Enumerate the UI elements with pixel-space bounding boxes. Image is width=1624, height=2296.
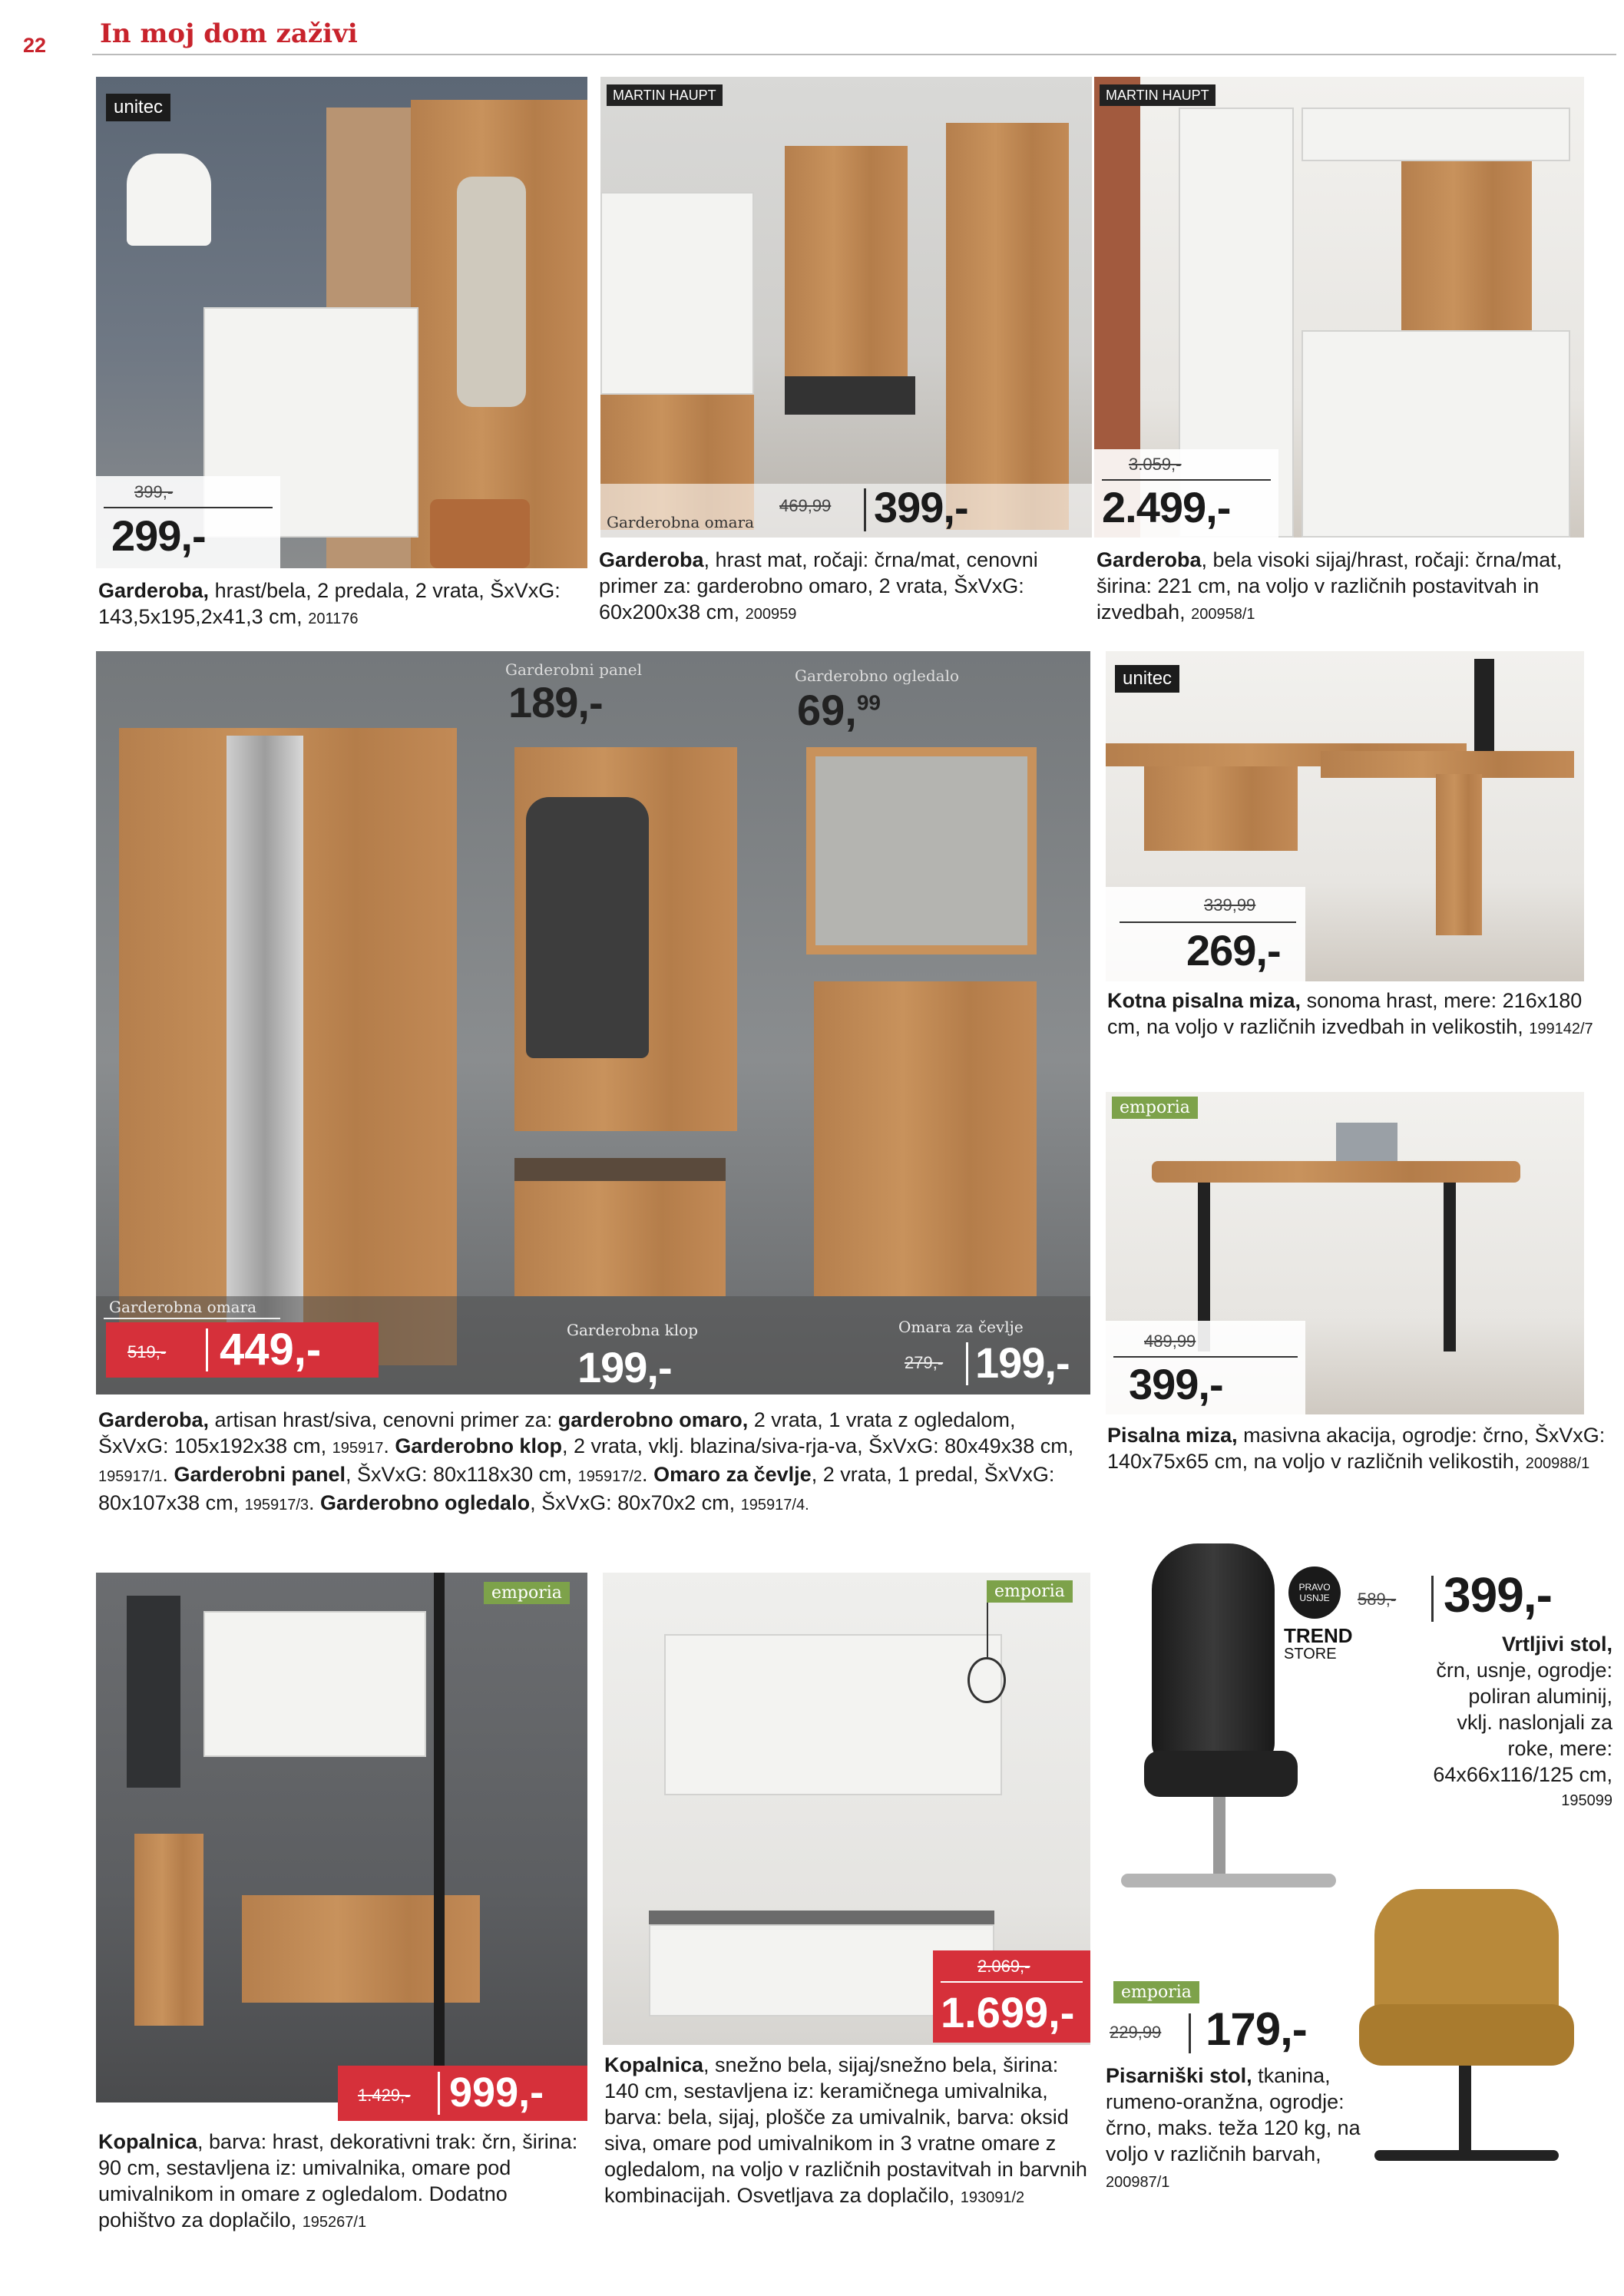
product-description: Pisarniški stol, tkanina, rumeno-oranžna, ogrodje: črno, maks. teža 120 kg, na voljo v različnih barvah, 200987/1: [1106, 2064, 1361, 2191]
brand-logo-emporia: emporia: [1112, 1097, 1198, 1119]
section-title: In moj dom zaživi: [100, 18, 358, 49]
chair-base: [1374, 2150, 1559, 2161]
product-description: Kotna pisalna miza, sonoma hrast, mere: 216x180 cm, na voljo v različnih izvedbah in velikostih, 199142/7: [1107, 989, 1593, 1038]
price: 2.499,-: [1102, 483, 1231, 531]
brand-logo-emporia: emporia: [1113, 1981, 1199, 2003]
price-divider: [966, 1342, 968, 1385]
coat-panel: [785, 146, 908, 392]
old-price: 469,99: [779, 496, 832, 515]
mirror-cabinets: [664, 1634, 1002, 1795]
old-price: 229,99: [1110, 2023, 1162, 2042]
mirror: [806, 747, 1037, 954]
omara-caption: Garderobna omara: [109, 1298, 257, 1316]
brand-logo-emporia: emporia: [484, 1582, 570, 1604]
price-divider: [1431, 1576, 1434, 1622]
cevlji-caption: Omara za čevlje: [898, 1318, 1024, 1336]
pendant-cord: [987, 1596, 988, 1657]
price: 269,-: [1186, 926, 1281, 974]
coat: [526, 797, 649, 1058]
chair-base: [1121, 1874, 1336, 1887]
price-divider: [1120, 921, 1296, 923]
desk-leg: [1444, 1183, 1456, 1351]
price-divider: [1189, 2013, 1191, 2053]
product-photo-hallway-set: [96, 651, 1090, 1394]
product-photo-wardrobe-oak: [600, 77, 1092, 538]
product-description: Kopalnica, barva: hrast, dekorativni trak: črn, širina: 90 cm, sestavljena iz: umivalnika, omare pod umivalnikom in omare z ogledalom. Dodatno pohištvo za doplačilo, 195267/1: [98, 2130, 578, 2231]
product-description: Garderoba, hrast/bela, 2 predala, 2 vrata, ŠxVxG: 143,5x195,2x41,3 cm, 201176: [98, 579, 561, 628]
caption: Garderobna omara: [607, 513, 755, 531]
caption-rule: [104, 1318, 280, 1319]
brand-logo-martin-haupt: MARTIN HAUPT: [1100, 84, 1216, 106]
old-price: 3.059,-: [1129, 455, 1182, 474]
cevlji-price: 199,-: [975, 1338, 1070, 1387]
oak-niche: [1401, 161, 1532, 346]
price-divider: [104, 507, 273, 508]
price-tag: 2.069,- 1.699,-: [933, 1950, 1090, 2043]
mirror-cabinet: [203, 1611, 426, 1757]
brand-logo-emporia: emporia: [987, 1580, 1073, 1603]
product-description: Garderoba, hrast mat, ročaji: črna/mat, cenovni primer za: garderobno omaro, 2 vrata, ŠxVxG: 60x200x38 cm, 200959: [599, 548, 1038, 624]
bag: [430, 499, 530, 568]
side-cabinet: [134, 1834, 203, 2026]
monitor: [1474, 659, 1494, 751]
price-divider: [1113, 1356, 1298, 1358]
chair-back: [1152, 1543, 1275, 1766]
header-rule: [92, 54, 1616, 55]
glass-partition: [434, 1573, 587, 2102]
product-photo-bathroom-oak: [96, 1573, 587, 2102]
mirror-caption: Garderobno ogledalo: [795, 667, 960, 685]
chair-seat: [1359, 2004, 1574, 2066]
mirror-price: 69,99: [797, 686, 881, 734]
drawers: [1302, 330, 1570, 538]
shoe-cabinet: [814, 981, 1037, 1296]
product-photo-office-chair: [1106, 1536, 1382, 1943]
bench: [514, 1173, 726, 1296]
old-price: 399,-: [134, 482, 174, 501]
vanity-top: [649, 1911, 994, 1924]
mirror-door: [227, 736, 303, 1358]
cevlji-old-price: 279,-: [905, 1353, 944, 1372]
product-description: Garderoba, bela visoki sijaj/hrast, ročaji: črna/mat, širina: 221 cm, na voljo v različnih postavitvah in izvedbah, 200958/1: [1096, 548, 1563, 624]
lamp-shade: [127, 154, 211, 246]
price: 399,-: [1129, 1360, 1223, 1408]
tall-wardrobe: [946, 123, 1069, 530]
price-divider: [1102, 479, 1271, 481]
price-tag: 1.429,- 999,-: [338, 2066, 587, 2121]
product-description: Vrtljivi stol, črn, usnje, ogrodje: poliran aluminij, vklj. naslonjali za roke, mere: 64x66x116/125 cm, 195099: [1433, 1633, 1612, 1809]
product-description: Kopalnica, snežno bela, sijaj/snežno bela, širina: 140 cm, sestavljena iz: keramičnega umivalnika, barva: bela, sijaj, plošče za umivalnik, barva: oksid siva, omare pod umivalnikom in 3 vratne omare z ogledalom, na voljo v različnih postavitvah in barvnih kombinacijah. Osvetljava za doplačilo, 193091/2: [604, 2053, 1087, 2207]
laptop: [1336, 1123, 1397, 1161]
hallway-description: Garderoba, artisan hrast/siva, cenovni primer za: garderobno omaro, 2 vrata, 1 vrata z ogledalom, ŠxVxG: 105x192x38 cm, 195917. Garderobno klop, 2 vrata, vklj. blazina/siva-rja-va, ŠxVxG: 80x49x38 cm, 195917/1. Garderobni panel, ŠxVxG: 80x118x30 cm, 195917/2. Omaro za čevlje, 2 vrata, 1 predal, ŠxVxG: 80x107x38 cm, 195917/3. Garderobno ogledalo, ŠxVxG: 80x70x2 cm, 195917/4.: [98, 1408, 1074, 1514]
klop-caption: Garderobna klop: [567, 1321, 699, 1339]
old-price: 489,99: [1144, 1332, 1196, 1351]
brand-logo-martin-haupt: MARTIN HAUPT: [607, 84, 723, 106]
price: 399,-: [1444, 1567, 1552, 1623]
brand-logo-unitec: unitec: [1115, 665, 1179, 693]
desk-top: [1152, 1161, 1520, 1183]
product-description: Pisalna miza, masivna akacija, ogrodje: črno, ŠxVxG: 140x75x65 cm, na voljo v različnih velikostih, 200988/1: [1107, 1424, 1606, 1473]
coat: [457, 177, 526, 407]
glass-cabinet: [127, 1596, 180, 1788]
old-price: 589,-: [1358, 1590, 1397, 1609]
bench-seat: [785, 376, 915, 415]
price: 399,-: [874, 483, 968, 531]
desk-drawers: [1144, 766, 1298, 851]
chair-seat: [1144, 1751, 1298, 1797]
top-cabinets: [1302, 108, 1570, 161]
page-number: 22: [23, 34, 47, 57]
chair-column: [1459, 2066, 1471, 2150]
price: 299,-: [111, 511, 206, 560]
desk-leg: [1436, 774, 1482, 935]
trend-store-logo: TREND STORE: [1284, 1624, 1353, 1662]
chair-column: [1213, 1797, 1225, 1874]
cabinet-white: [600, 192, 754, 530]
klop-price: 199,-: [577, 1343, 672, 1391]
bench-cushion: [514, 1158, 726, 1181]
leather-badge: PRAVO USNJE: [1288, 1567, 1341, 1619]
price: 179,-: [1206, 2003, 1307, 2055]
omara-price-tag: 519,- 449,-: [106, 1322, 379, 1378]
panel-price: 189,-: [508, 678, 603, 726]
old-price: 339,99: [1204, 895, 1256, 915]
pendant-lamp: [967, 1657, 1006, 1703]
brand-logo-unitec: unitec: [106, 94, 170, 121]
panel-caption: Garderobni panel: [505, 660, 642, 679]
price-divider: [864, 488, 866, 531]
